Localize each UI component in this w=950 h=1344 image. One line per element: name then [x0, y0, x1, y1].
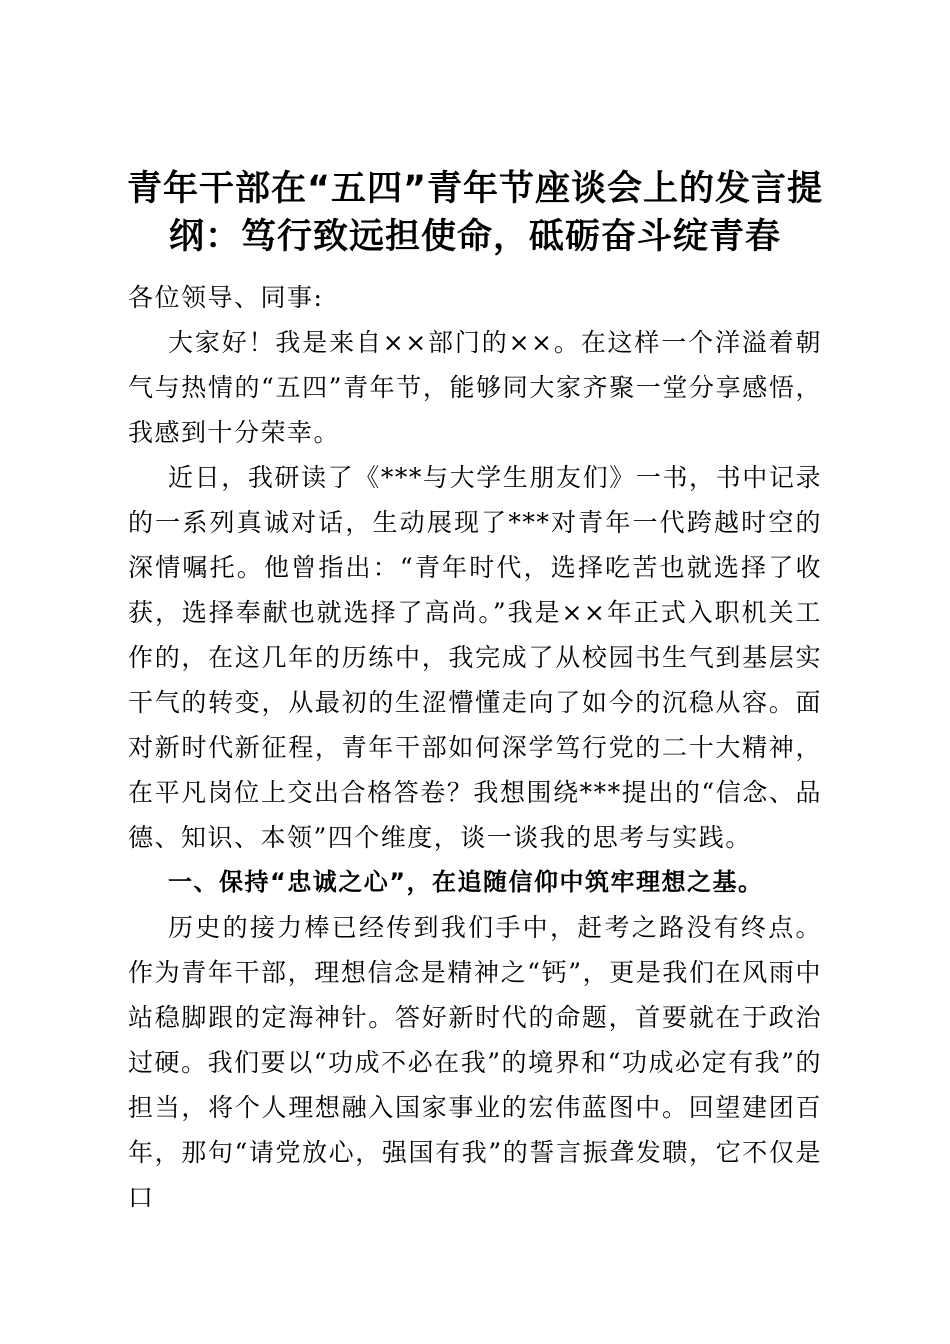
title-line-2: 纲：笃行致远担使命，砥砺奋斗绽青春 [168, 217, 781, 257]
paragraph-greeting: 大家好！我是来自××部门的××。在这样一个洋溢着朝气与热情的“五四”青年节，能够同大家齐聚一堂分享感悟，我感到十分荣幸。 [128, 328, 822, 447]
paragraph-reflection: 近日，我研读了《***与大学生朋友们》一书，书中记录的一系列真诚对话，生动展现了***对青年一代跨越时空的深情嘱托。他曾指出：“青年时代，选择吃苦也就选择了收获，选择奉献也就选择了高尚。”我是××年正式入职机关工作的，在这几年的历练中，我完成了从校园书生气到基层实干气的转变，从最初的生涩懵懂走向了如今的沉稳从容。面对新时代新征程，青年干部如何深学笃行党的二十大精神，在平凡岗位上交出合格答卷？我想围绕***提出的“信念、品德、知识、本领”四个维度，谈一谈我的思考与实践。 [128, 463, 822, 852]
paragraph-section-1: 历史的接力棒已经传到我们手中，赶考之路没有终点。作为青年干部，理想信念是精神之“钙”，更是我们在风雨中站稳脚跟的定海神针。答好新时代的命题，首要就在于政治过硬。我们要以“功成不必在我”的境界和“功成必定有我”的担当，将个人理想融入国家事业的宏伟蓝图中。回望建团百年，那句“请党放心，强国有我”的誓言振聋发聩，它不仅是口 [128, 913, 822, 1212]
section-heading-1: 一、保持“忠诚之心”，在追随信仰中筑牢理想之基。 [168, 868, 764, 896]
document-body [128, 275, 822, 1220]
document-title [100, 165, 850, 261]
title-line-1: 青年干部在“五四”青年节座谈会上的发言提 [126, 169, 823, 209]
salutation: 各位领导、同事: [128, 283, 324, 312]
